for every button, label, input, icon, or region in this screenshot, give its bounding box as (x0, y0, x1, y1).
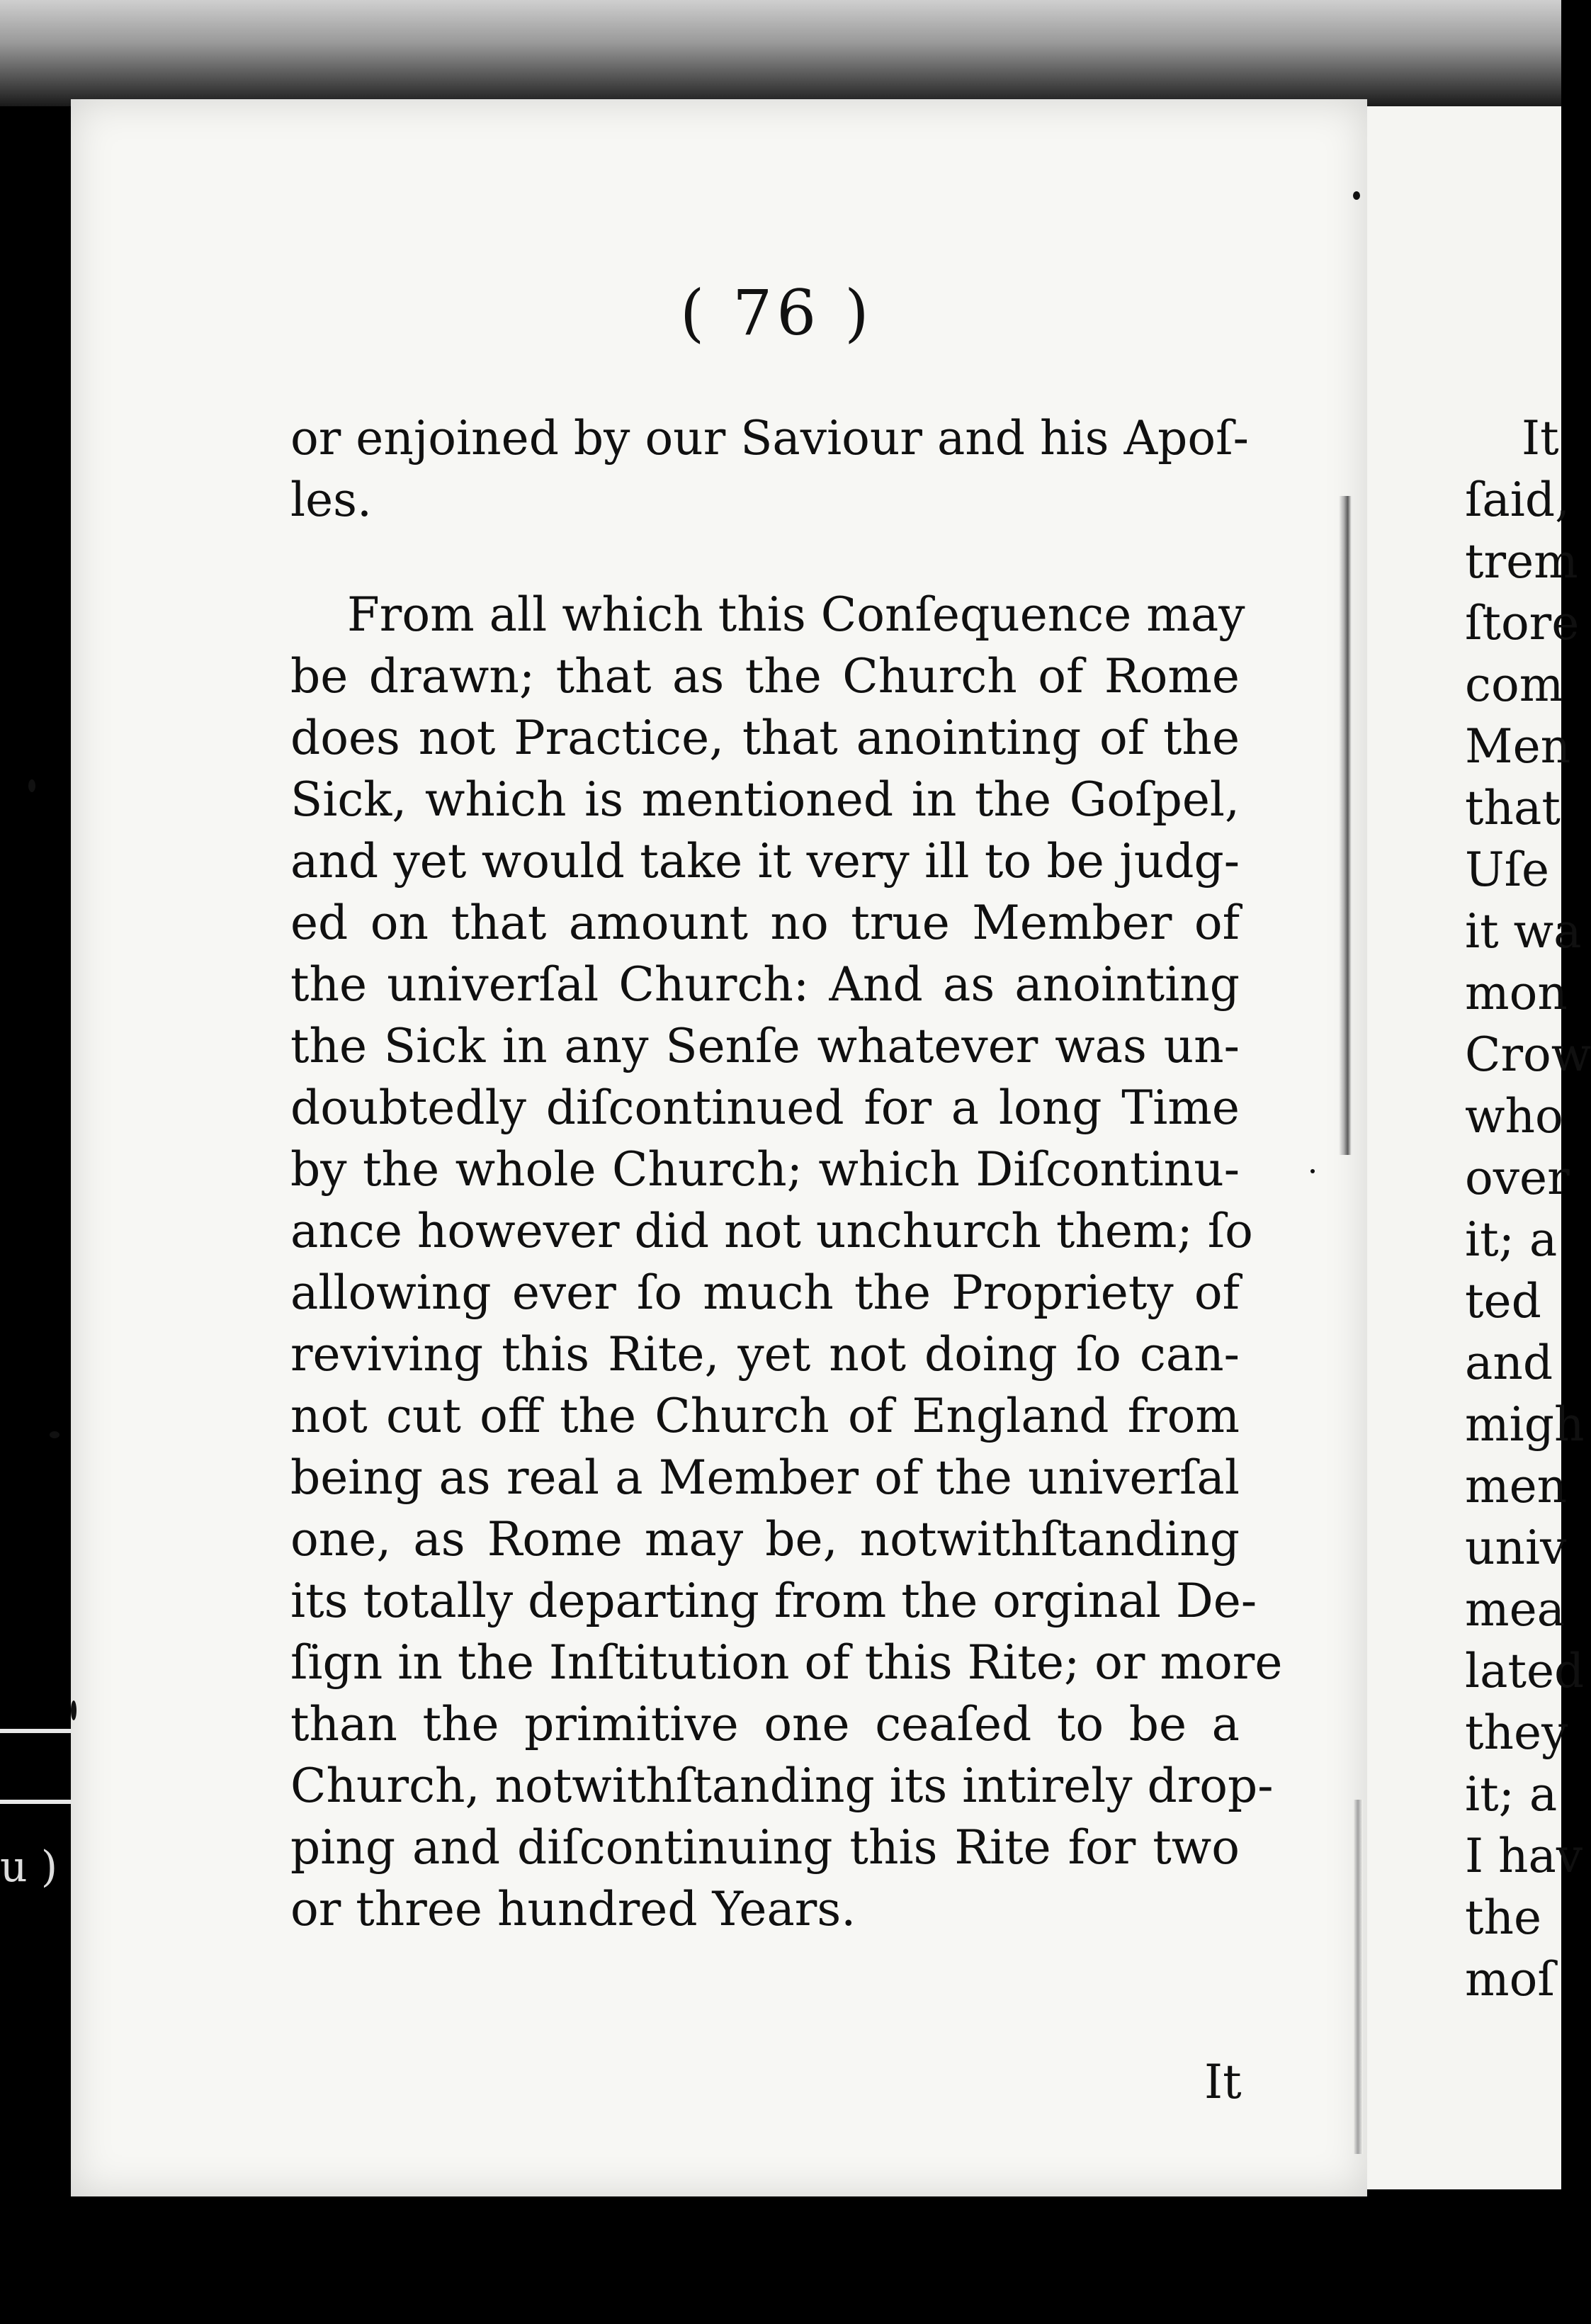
facing-text-line: and (1465, 1336, 1553, 1390)
facing-text-line: they (1465, 1705, 1568, 1760)
text-line: doubtedly diſcontinued for a long Time (290, 1081, 1240, 1135)
facing-text-line: univ (1465, 1521, 1567, 1575)
facing-page-text (1465, 407, 1591, 2010)
edge-mark: u ) (0, 1842, 58, 1892)
facing-text-line: Uſe (1465, 842, 1550, 897)
text-line: Sick, which is mentioned in the Goſpel, (290, 772, 1240, 827)
page-number: ( 76 ) (680, 276, 873, 349)
ink-speck (50, 1431, 60, 1438)
facing-text-line: ted (1465, 1274, 1541, 1329)
page-gutter (1339, 496, 1352, 1155)
text-line: its totally departing from the orginal De- (290, 1574, 1257, 1628)
body-text (290, 407, 1283, 1940)
facing-text-line: com (1465, 658, 1564, 712)
facing-text-line: men (1465, 1459, 1568, 1513)
text-line: From all which this Conſequence may (347, 587, 1245, 642)
text-line: Church, notwithſtanding its intirely drop- (290, 1759, 1274, 1813)
text-line: or three hundred Years. (290, 1882, 856, 1936)
text-line: the univerſal Church: And as anointing (290, 957, 1240, 1012)
text-line: than the primitive one ceaſed to be a (290, 1697, 1240, 1752)
text-line: by the whole Church; which Diſcontinu- (290, 1142, 1240, 1197)
facing-text-line: it; a (1465, 1212, 1558, 1267)
facing-text-line: ſtore (1465, 596, 1580, 650)
text-line: does not Practice, that anointing of the (290, 711, 1240, 765)
text-line: reviving this Rite, yet not doing ſo can- (290, 1327, 1240, 1382)
text-line: allowing ever ſo much the Propriety of (290, 1265, 1240, 1320)
facing-text-line: migh (1465, 1397, 1585, 1452)
ink-speck (1353, 191, 1360, 200)
text-line: and yet would take it very ill to be judg- (290, 834, 1240, 889)
facing-text-line: It (1522, 411, 1559, 466)
text-line: ed on that amount no true Member of (290, 896, 1240, 950)
text-line: or enjoined by our Saviour and his Apoſ- (290, 411, 1249, 466)
text-line: not cut off the Church of England from (290, 1389, 1240, 1443)
text-line: les. (290, 473, 373, 527)
facing-text-line: who (1465, 1089, 1563, 1144)
facing-text-line: moſ (1465, 1952, 1555, 2007)
facing-text-line: I hav (1465, 1829, 1583, 1883)
ink-speck (71, 1700, 77, 1720)
facing-text-line: Crow (1465, 1027, 1591, 1082)
ink-speck (1310, 1169, 1315, 1173)
text-line: one, as Rome may be, notwithſtanding (290, 1512, 1240, 1567)
facing-text-line: ſaid, (1465, 473, 1570, 527)
facing-text-line: mea (1465, 1582, 1565, 1637)
scanner-edge (0, 0, 1561, 106)
text-line: the Sick in any Senſe whatever was un- (290, 1019, 1240, 1073)
facing-text-line: it wa (1465, 904, 1582, 959)
facing-text-line: mon (1465, 966, 1568, 1020)
ink-speck (28, 779, 35, 792)
facing-text-line: trem (1465, 534, 1578, 589)
page-gutter (1353, 1800, 1363, 2154)
text-line: be drawn; that as the Church of Rome (290, 649, 1240, 704)
facing-text-line: lated (1465, 1644, 1585, 1698)
text-line: ſign in the Inſtitution of this Rite; or more (290, 1635, 1283, 1690)
facing-text-line: the (1465, 1890, 1542, 1945)
text-line: ance however did not unchurch them; ſo (290, 1204, 1253, 1258)
facing-text-line: that (1465, 781, 1561, 835)
facing-text-line: over (1465, 1151, 1570, 1205)
facing-text-line: it; a (1465, 1767, 1558, 1822)
text-line: being as real a Member of the univerſal (290, 1450, 1240, 1505)
catchword: It (1204, 2055, 1242, 2109)
text-line: ping and diſcontinuing this Rite for two (290, 1820, 1240, 1875)
facing-text-line: Men (1465, 719, 1571, 774)
